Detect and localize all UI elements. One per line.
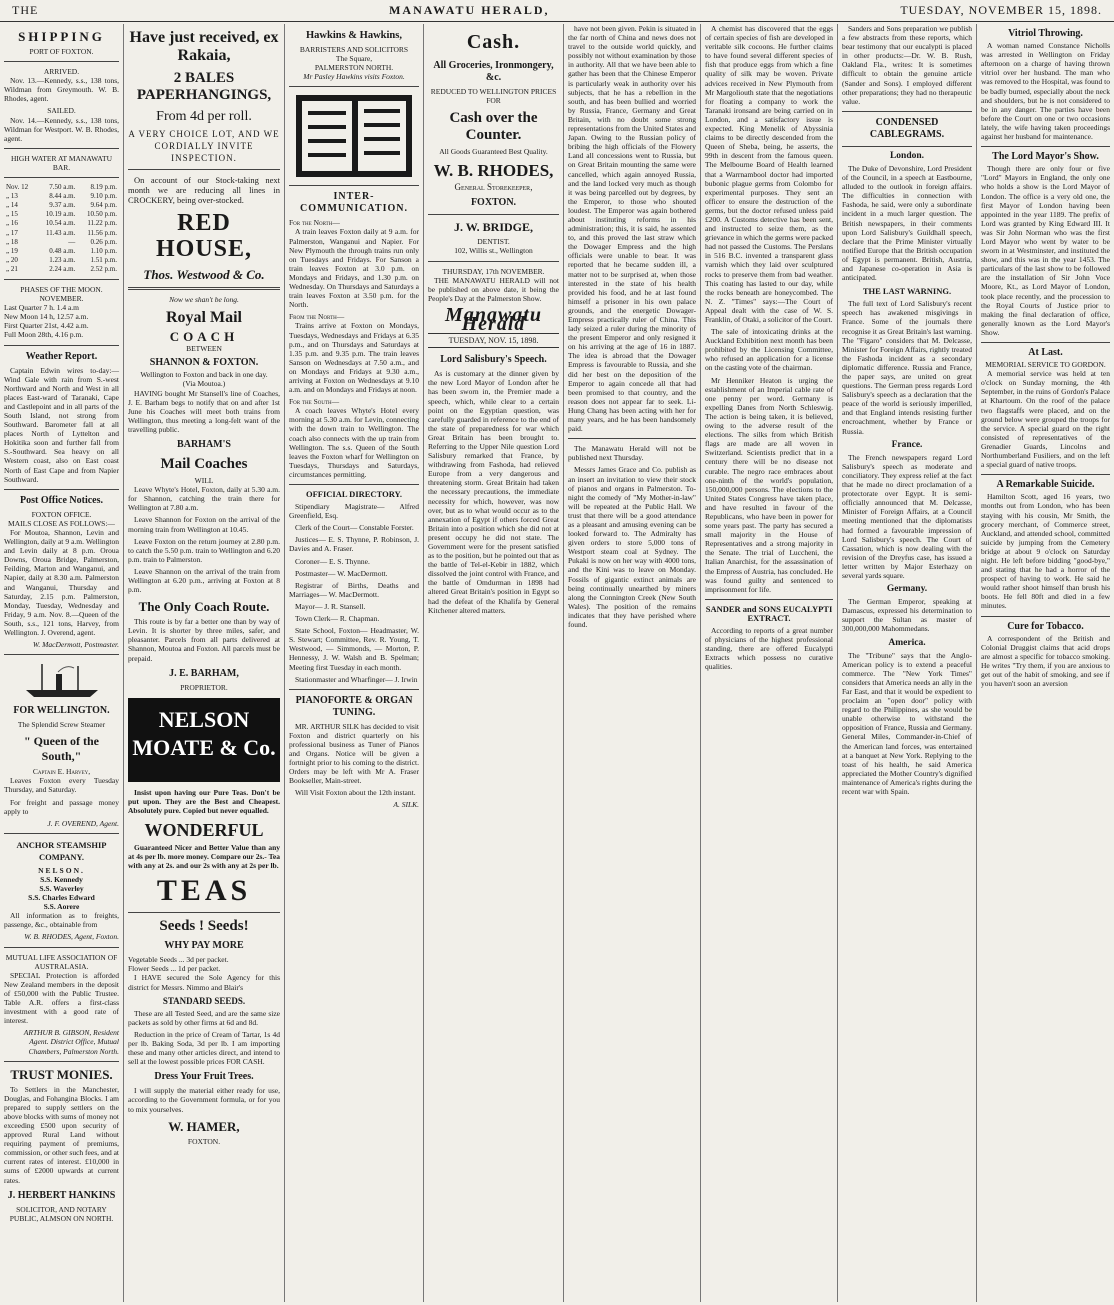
cash-over-counter: Cash over the Counter. — [449, 110, 538, 144]
london-text: The Duke of Devonshire, Lord President of the Council, in a speech at Eastbourne, alluded to the outlook in foreign affairs. The difficulties in connection with Fashoda, he said, were only a subordinate incident in a much larger question. The British newspapers, in their comments upon Lord Salisbury's Guildhall speech, declare that the Prime Minister virtually notified Europe that the British occupation of Egypt is permanent. British, Austria, and Japanese co-operation in Asia is anticipated. — [842, 163, 972, 283]
official-heading: OFFICIAL DIRECTORY. — [305, 489, 403, 499]
anchor-heading: ANCHOR STEAMSHIP COMPANY. — [16, 839, 107, 862]
tide-row — [4, 219, 119, 228]
last-warning-heading: THE LAST WARNING. — [862, 286, 952, 297]
seeds-text: These are all Tested Seed, and are the same size packets as sold by other firms at 6d and 8d. — [128, 1008, 280, 1027]
column-7 — [837, 24, 976, 1302]
directory-entry: Town Clerk— R. Chapman. — [295, 614, 380, 624]
tide-date: „ 14 — [6, 201, 18, 210]
fruit-trees-heading: Dress Your Fruit Trees. — [154, 1071, 254, 1083]
reduced-line: REDUCED TO WELLINGTON PRICES FOR — [430, 87, 557, 106]
news-items-text-2: Mr Henniker Heaton is urging the establishment of an Imperial cable rate of one penny per word. Germany is expelling Danes from North Schleswig. The action is being taken, it is believed, owing to the adverse result of the elections. The silks from which British flags are made are all woven in Switzerland. Scientists predict that in a century there will be no disease not curable. The negro race embraces about one-ninth of the world's population, 150,000,000 persons. The elections to the United States Congress have taken place, and have resulted in favour of the Republicans, who have been in power for some years past. The party has secured a small majority in the House of Representatives and a strong majority in the Senate. The trial of Luccheni, the Italian Anarchist, for the assassination of the Empress of Austria, has concluded. He was found guilty and sentenced to imprisonment for life. — [705, 375, 833, 594]
china-article-text: have not been given. Pekin is situated in the far north of China and news does not travel to the outside world quickly, and possibly not without examination by those in authority. All that we have been able to gather has been that the Chinese Emperor is particularly weak in authority over his subjects, that he has a rebellion in the south, and has been bullied and worried by Russia, France, Germany and Great Britain, with no doubt some strong representations from the United States and Japan. Owing to the Russian policy of bribing the high officials of the Flowery Land all concessions went to Russia, but on Great Britain mounting the same were cancelled, which again annoyed Russia, and the land locked very much as though it was being parcelled out by degrees, by the Emperor, to those who shouted loudest. The Emperor was again bothered about instituting reforms in his administration; this, it is said, he assented to, and this proved the last straw which the Dowager Empress and the high officials were unable to bear. It was reported that he became sudden ill, a matter not to be surprised at, when those interested in the state of his health provided his food, and he at last found himself a prisoner in his own palace grounds, and the energetic Dowager-Empress practically ruler of China. This lady seized a ruler during the minority of the present Emperor and only resigned it on his arriving at the age of 16 in 1887. The idea is abroad that the Dowager Empress is favourable to Russia, and she did her best on the deposition of the Emperor to again concede all that had been promised to that country, and the reason does not appear far to seek. Li-Hung Chang has been acting with her for many years, and he has been handsomely paid. — [568, 24, 696, 434]
herald-notice: The Manawatu Herald will not be published next Thursday. — [568, 444, 696, 463]
anchor-ship: S.S. Waverley — [39, 884, 84, 893]
piano-visit: Will Visit Foxton about the 12th instant. — [295, 788, 416, 798]
from-north-label: From the North— — [289, 312, 345, 322]
sale-drinks-text: The sale of intoxicating drinks at the Auckland Exhibition next month has been prohibited by the Licensing Committee, who refused an application for a license on the casting vote of the chairman. — [705, 327, 833, 373]
local-news-text: Messrs James Grace and Co. publish as an insert an invitation to view their stock of pianos and organs in Palmerston. To-night the comedy of "My Mother-in-law" will be repeated at the Public Hall. We trust that there will be a good attendance as a pleasant and amusing evening can be looked forward to. The Admiralty has given orders to store 5,000 tons of Westport steam coal at Sydney. The Pukaki is now on her way with 4000 tons, and the Kini was to leave on Monday. Fossils of gigantic extinct animals are being continually unearthed by miners along the Connington Creek (New South Wales). The position of the remains indicates that they have perished where found. — [568, 465, 696, 629]
column-4 — [423, 24, 563, 1302]
standard-seeds-heading: STANDARD SEEDS. — [162, 995, 246, 1006]
groceries-line: All Groceries, Ironmongery, &c. — [433, 60, 554, 83]
column-8 — [976, 24, 1114, 1302]
france-text: The French newspapers regard Lord Salisbury's speech as moderate and conciliatory. They express relief at the fact that he made no direct proclamation of a protectorate over Egypt. It is semi-officially announced that M. Delcasse, Minister of Foreign Affairs, at a Council meeting mentioned that the diplomatists had formed a favourable impression of Lord Salisbury's speech. The Court of Cassation, which is now dealing with the revision of the Dreyfus case, has issued a letter written by Major Esterhazy on several yards square. — [842, 452, 972, 580]
hawkins-town: PALMERSTON NORTH. — [314, 63, 394, 73]
only-coach-heading: The Only Coach Route. — [138, 599, 270, 615]
rhodes-name: W. B. RHODES, — [433, 161, 554, 181]
news-items-text: A chemist has discovered that the eggs of certain species of fish are developed in veritable silk cocoons. He further claims to have found several different species of fish that produce eggs from which a fine quality of silk may be woven. Private advices received in New Plymouth from Mr Margoliouth state that the negotiations for floating a company to work the Taranaki ironsand are being carried on in London, and a satisfactory issue is expected. King Menelik of Abyssinia claims to be directly descended from the Queen of Sheba, being, he asserts, the 99th in descent from the famous queen. The Melbourne Board of Health learned that a Warrnambool doctor had imported bubonic plague germs from Colombo for experimental purposes. They sent an officer to ensure the destruction of the germs, but the doctor refused unless paid £200. A Customs detective has been sent, and instructed to seize them, as the grievance in which the germs were packed had not passed the Customs. The Perslans in 516 B.C. invented a transparent glass varnish which they laid over sculptured rocks to preserve them from bad weather. This coating has lasted to our day, while the rocks beneath are honeycombed. The N. Z. "Times" says:—The Court of Appeal dealt with the case of W. S. Franklin, of Otaki, a solicitor of the Court. — [705, 24, 833, 324]
hamer-name: W. HAMER, — [168, 1118, 240, 1134]
america-text: The "Tribune" says that the Anglo-American policy is to extend a peaceful commerce. The "New York Times" considers that America needs an ally in the Far East, and that it would be expedient to proclaim an "open door" policy with regard to the Philippines, as she would be unable otherwise to withstand the opposition of France, Russia and Germany. General Miles, Commander-in-Chief of the American land forces, was entertained at a banquet at New York. Replying to the toast of his health, he said America appreciated the Mother Country's dignified maintenance of America's rights during the recent war with Spain. — [842, 650, 972, 797]
tide-morning: 10.19 a.m. — [45, 210, 76, 219]
column-1 — [0, 24, 123, 1302]
from-north-text: Trains arrive at Foxton on Mondays, Tuesdays, Wednesdays and Fridays at 6.35 p.m., and on Thursdays and Saturdays at 1.35 p.m. and 9.35 p.m. The train leaves Sanson on Wednesdays at 7.50 a.m., and on Mondays and Fridays at 9.30 a.m., arriving at Foxton on Wednesdays at 9.10 a.m. and on Mondays and Fridays at noon. — [289, 321, 419, 395]
post-office: FOXTON OFFICE. — [31, 509, 92, 519]
anchor-ship: S.S. Charles Edward — [28, 893, 95, 903]
hankins-title: SOLICITOR, AND NOTARY PUBLIC, ALMSON ON NORTH. — [9, 1204, 114, 1223]
tide-date: „ 20 — [6, 255, 18, 264]
moon-line: Last Quarter 7 h. 1.4 a.m — [4, 303, 79, 313]
tide-morning: 7.50 a.m. — [49, 183, 76, 192]
masthead-date: TUESDAY, NOVEMBER 15, 1898. — [900, 3, 1102, 17]
directory-entry: Registrar of Births, Deaths and Marriages— W. MacDermott. — [289, 580, 419, 599]
column-5 — [563, 24, 700, 1302]
tide-morning: 0.48 a.m. — [49, 246, 76, 255]
hawkins-square: The Square, — [335, 54, 373, 64]
tide-morning: 9.37 a.m. — [49, 201, 76, 210]
nelson-text: Insist upon having our Pure Teas. Don't be put upon. They are the Best and Cheapest. Absolutely pure. Copied but never equalled. — [128, 787, 280, 815]
coach-via: (Via Moutoa.) — [182, 379, 226, 389]
sanders-text: According to reports of a great number of physicians of the highest professional standing, there are offered Eucalypti Extracts which possess no curative qualities. — [705, 626, 833, 672]
barhams-label: BARHAM'S — [177, 439, 231, 451]
america-heading: America. — [888, 637, 926, 648]
arrived-label: ARRIVED. — [43, 67, 80, 77]
mla-text: SPECIAL Protection is afforded New Zealand members in the deposit of £50,000 with the Public Trustee. Table A.R. offers a first-class investment with a good rate of interest. — [4, 970, 119, 1026]
suicide-text: Hamilton Scott, aged 16 years, two months out from London, who has been staying with his cousin, Mr Smith, the grocery merchant, of Commerce street, Auckland, and attended school, committed suicide by jumping from the Cemetery bridge at about 9 o'clock on Saturday night. He left before bidding "good-bye," and stating that he had a horror of the prospect of having to work. He said he would rather shoot himself than brush his boots. He fell 80ft and died in a few minutes. — [981, 492, 1110, 611]
mail-coaches-heading: Mail Coaches — [160, 456, 248, 473]
tide-evening: 11.56 p.m. — [87, 228, 117, 237]
tailor-ad-illustration — [294, 93, 414, 179]
dateline-date: TUESDAY, NOV. 15, 1898. — [448, 336, 539, 346]
quality-line: All Goods Guaranteed Best Quality. — [439, 147, 548, 157]
north-label: For the North— — [289, 218, 340, 228]
wonderful-heading: WONDERFUL — [144, 820, 264, 840]
directory-entry: Stipendiary Magistrate— Alfred Greenfield, Esq. — [289, 502, 419, 521]
newspaper-nameplate: Manawatu Herald — [445, 303, 542, 336]
mla-agent: ARTHUR B. GIBSON, Resident Agent. District Office, Mutual Chambers, Palmerston North. — [23, 1028, 119, 1056]
tide-evening: 11.22 p.m. — [87, 219, 117, 228]
barham-intro: HAVING bought Mr Stansell's line of Coaches, J. E. Barham begs to notify that on and after 1st June his Coaches will meet both trains from Wellington, thus meeting a long-felt want of the travelling public. — [128, 388, 280, 434]
germany-heading: Germany. — [886, 584, 928, 595]
sole-agency-text: I HAVE secured the Sole Agency for this district for Messrs. Nimmo and Blair's — [128, 973, 280, 992]
piano-signature: A. SILK. — [393, 800, 419, 810]
shipping-heading: SHIPPING — [18, 29, 105, 44]
sailed-text: Nov. 14.—Kennedy, s.s., 138 tons, Wildman for Westport. W. B. Rhodes, agent. — [4, 115, 119, 143]
south-label: For the South— — [289, 397, 340, 407]
directory-entry: Justices— E. S. Thynne, P. Robinson, J. Davies and A. Fraser. — [289, 535, 419, 554]
tide-evening: 2.52 p.m. — [90, 264, 117, 273]
moon-line: New Moon 14 h, 12.57 a.m. — [4, 312, 89, 322]
vegetable-seeds-price: Vegetable Seeds ... 3d per packet. — [128, 955, 229, 965]
price-line: From 4d per roll. — [156, 109, 252, 124]
tide-morning: — — [68, 237, 76, 246]
tide-evening: 1.51 p.m. — [90, 255, 117, 264]
memorial-text: A memorial service was held at ten o'clock on Sunday morning, the 4th September, in the ruins of Gordon's Palace at Khartoum. On the roof of the palace two flagstaffs were placed, and on the ground below were grouped the troops for the service. A special guard on the right consisted of representatives of the Grenadier Guards, Lincolns and Northumberland Fusiliers, and on the left a special guard of native troops. — [981, 369, 1110, 470]
tide-row — [4, 183, 119, 192]
thursday-notice-text: THE MANAWATU HERALD will not be published on above date, it being the People's Day at the Palmerston Show. — [428, 275, 559, 303]
sanders-continued-text: Sanders and Sons preparation we publish a few abstracts from these reports, which bear testimony that our eucalypti is placed in other products:—Dr. W. B. Rush, Oakland Fla., writes: It is sometimes difficult to obtain the genuine article (Sander and Sons). I employed different other preparations; they had no therapeutic value. — [842, 24, 972, 106]
coach-heading: COACH — [169, 329, 239, 345]
tide-date: „ 18 — [6, 237, 18, 246]
tobacco-heading: Cure for Tobacco. — [1007, 620, 1084, 632]
suicide-heading: A Remarkable Suicide. — [996, 479, 1095, 491]
tide-date: „ 17 — [6, 228, 18, 237]
tide-table — [4, 183, 119, 274]
received-heading: Have just received, ex Rakaia, — [129, 29, 279, 64]
bridge-dentist: DENTIST. — [477, 237, 510, 247]
trust-heading: TRUST MONIES. — [10, 1066, 113, 1082]
lord-mayor-heading: The Lord Mayor's Show. — [992, 151, 1099, 163]
rhodes-storekeeper: General Storekeeper, — [454, 182, 533, 193]
south-text: A coach leaves Whyte's Hotel every morning at 5.30 a.m. for Levin, connecting with the down train to Wellington. The coach also connects with the up train from Wellington. The s.s. Queen of the South leaves the Foxton wharf for Wellington on Tuesdays, Thursdays and Saturdays, circumstances permitting. — [289, 406, 419, 479]
bales-heading: 2 BALES PAPERHANGINGS, — [136, 70, 272, 103]
tide-row — [4, 256, 119, 265]
wellington-heading: FOR WELLINGTON. — [13, 705, 110, 717]
tide-row — [4, 238, 119, 247]
tide-row — [4, 265, 119, 274]
weather-heading: Weather Report. — [25, 350, 98, 362]
tide-row — [4, 229, 119, 238]
weather-text: Captain Edwin wires to-day:—Wind Gale with rain from S.-west Northward and North and West in all places East-ward of Taranaki, Cape and Castlepoint and in all parts of the South Island, not strong from Southward. Barometer fall at all places North of Lyttelton and Hokitika soon and further fall from S.-Southward. Sea heavy on all Western coast, also on East coast North of East Cape and from Napier Southward. — [4, 365, 119, 484]
column-6 — [700, 24, 837, 1302]
tide-morning: 8.44 a.m. — [49, 192, 76, 201]
thursday-notice-date: THURSDAY, 17th NOVEMBER. — [442, 266, 545, 276]
nelson-moate-logo: NELSON MOATE & Co. — [128, 698, 280, 782]
anchor-ship: S.S. Aorere — [43, 902, 80, 912]
article-title: Lord Salisbury's Speech. — [440, 354, 547, 366]
masthead-title: MANAWATU HERALD, — [389, 3, 550, 17]
moon-line: First Quarter 21st, 4.42 a.m. — [4, 321, 89, 331]
barham-proprietor: PROPRIETOR. — [180, 682, 228, 692]
tide-date: „ 21 — [6, 264, 18, 273]
piano-heading: PIANOFORTE & ORGAN TUNING. — [295, 694, 413, 718]
mla-heading: MUTUAL LIFE ASSOCIATION OF AUSTRALASIA. — [5, 952, 118, 971]
vitriol-text: A woman named Constance Nicholls was arrested in Wellington on Friday afternoon on a charge of having thrown vitriol over her husband. The man who was removed to the Hospital, was found to be badly burned, especially about the neck and shoulders, but he is not considered to be in any danger. The parties have been before the Court on one or two occasions lately, the wife having taken proceedings against her husband for maintenance. — [981, 41, 1110, 142]
coach-route-text: Wellington to Foxton and back in one day. — [140, 370, 268, 380]
steamer-sailings: Leaves Foxton every Tuesday Thursday, and Saturday. — [4, 776, 119, 795]
column-3 — [284, 24, 423, 1302]
tide-evening: 0.26 p.m. — [90, 237, 117, 246]
directory-entry: Coroner— E. S. Thynne. — [295, 556, 370, 566]
tide-date: „ 16 — [6, 219, 18, 228]
cablegrams-heading: CONDENSED CABLEGRAMS. — [869, 116, 945, 140]
tide-evening: 1.10 p.m. — [90, 246, 117, 255]
moon-heading: PHASES OF THE MOON. — [20, 284, 103, 294]
post-heading: Post Office Notices. — [19, 494, 104, 506]
article-text: As is customary at the dinner given by the new Lord Mayor of London after he has been sworn in, the Premier made a speech, which, while clear to a certain point on the Egyptian question, was carefully guarded in reference to the end of the state of preparedness for war which Great Britain has been brought to. Referring to the Upper Nile question Lord Salisbury remarked that France, by withdrawing from Fashoda, had relieved Europe from a very dangerous and threatening storm. Great Britain had taken the necessary precautions, the immediate necessity for which, however, was now over, but as to what would occur as to the annexation of Egypt if others forced Great Britain into a position which she did not at present occupy he did not state. The Government were for the present satisfied as to the position, but he pointed out that as the battle of Tel-el-Kebir in 1882, which dissolved the joint control with France, and the battle of Omdurman in 1898 had altered Great Britain's position in Egypt so had the defeat of the Khalifa by General Kitchener altered matters. — [428, 369, 559, 615]
schedule-item: Leave Whyte's Hotel, Foxton, daily at 5.30 a.m. for Shannon, catching the train there for Wellington at 7.80 a.m. — [128, 485, 280, 513]
post-mails: MAILS CLOSE AS FOLLOWS:— — [8, 518, 115, 528]
dateline — [428, 333, 559, 348]
why-pay-more: WHY PAY MORE — [164, 940, 244, 952]
schedule-item: Leave Shannon for Foxton on the arrival of the morning train from Wellington at 10.45. — [128, 515, 280, 534]
coach-route: SHANNON & FOXTON. — [149, 357, 259, 369]
tide-evening: 10.50 p.m. — [87, 210, 117, 219]
cream-text: Reduction in the price of Cream of Tartar, 1s 4d per lb. Baking Soda, 3d per lb. I am importing these and many other articles direct, and intend to sell at the lowest possible prices FOR CASH. — [128, 1029, 280, 1067]
hawkins-heading: Hawkins & Hawkins, — [306, 30, 402, 41]
only-coach-text: This route is by far a better one than by way of Levin. It is shorter by three miles, safer, and pleasanter. Parcels from all parts delivered at Shannon, Moutoa and Foxton. All parcels must be prepaid. — [128, 617, 280, 663]
masthead-left: THE — [12, 3, 39, 17]
sailed-label: SAILED. — [47, 106, 76, 116]
trust-text: To Settlers in the Manchester, Douglas, and Fohangina Blocks. I am prepared to supply settlers on the above blocks with sums of money not exceeding £500 upon security of approved Rural Land without requiring payment of premiums, commission, or other such fees, and at current rates of interest. £10,000 in sums of £2000 upwards at current rates. — [4, 1084, 119, 1185]
vitriol-heading: Vitriol Throwing. — [1008, 28, 1083, 39]
flower-seeds-price: Flower Seeds ... 1d per packet. — [128, 964, 221, 974]
bridge-address: 102, Willis st., Wellington — [454, 246, 533, 256]
anchor-ship: S.S. Kennedy — [40, 874, 83, 884]
last-warning-text: The full text of Lord Salisbury's recent speech has awakened misgivings in France. Some of the journals there recognise it as Great Britain's last warning. The "Figaro" considers that M. Delcasse, Minister for Foreign Affairs, rightly treated the Fashoda incident as a secondary diplomatic difference. Russia and France, the paper says, are united on great questions. The German press regards Lord Salisbury's speech as a declaration that the peace of the world is seriously imperilled, and that England intends resisting further encroachment, whether by France or Russia. — [842, 299, 972, 436]
hamer-town: FOXTON. — [187, 1136, 221, 1146]
tide-row — [4, 192, 119, 201]
tide-date: Nov. 12 — [6, 183, 29, 192]
hawkins-visits: Mr Pasley Hawkins visits Foxton. — [303, 72, 405, 82]
france-heading: France. — [891, 439, 923, 450]
at-last-heading: At Last. — [1028, 347, 1063, 358]
freight-text: For freight and passage money apply to — [4, 797, 119, 816]
column-2 — [123, 24, 284, 1302]
moon-line: Full Moon 28th, 4.16 p.m. — [4, 330, 84, 340]
post-text: For Moutoa, Shannon, Levin and Wellington, daily at 9 a.m. Wellington and Levin daily at 8 p.m. Oroua Downs, Oroua Bridge, Palmerston, Feilding, Marton and Wanganui, and Napier, daily at 8.30 a.m. Palmerston and Wanganui, Thursday and Saturday, 2.15 p.m. Palmerston, Monday, Tuesday, Wednesday and Friday, 9 a.m. Nov. 8.—Queen of the South, s.s., 121 tons, Harvey, from Wellington. J. Overend, agent. — [4, 527, 119, 637]
tide-row — [4, 201, 119, 210]
hankins-name: J. HERBERT HANKINS — [7, 1189, 116, 1201]
tide-evening: 8.19 p.m. — [90, 183, 117, 192]
sanders-heading: SANDER and SONS EUCALYPTI EXTRACT. — [705, 603, 833, 623]
tide-evening: 9.64 p.m. — [90, 201, 117, 210]
north-text: A train leaves Foxton daily at 9 a.m. for Palmerston, Wanganui and Napier. For New Plymouth the through trains run only on Tuesdays and Fridays. For Sanson a train leaves Foxton at 3.0 p.m. on Mondays and Fridays, and 1.30 p.m. on Wednesday. On Thursdays and Saturdays a train leaves Foxton at 3.50 p.m. for the North. — [289, 227, 419, 310]
seeds-heading: Seeds ! Seeds! — [159, 918, 249, 935]
directory-entry: Mayor— J. R. Stansell. — [295, 601, 366, 611]
tide-morning: 1.23 a.m. — [49, 255, 76, 264]
port-label: PORT OF FOXTON. — [29, 47, 94, 56]
royal-mail-heading: Royal Mail — [166, 309, 242, 327]
arrived-text: Nov. 13.—Kennedy, s.s., 138 tons, Wildman from Greymouth. W. B. Rhodes, agent. — [4, 76, 119, 104]
coach-tagline: Now we shan't be long. — [169, 295, 239, 304]
between-label: BETWEEN — [186, 344, 222, 354]
steamer-intro: The Splendid Screw Steamer — [17, 720, 106, 730]
directory-entry: Stationmaster and Wharfinger— J. Irwin — [295, 674, 418, 684]
piano-text: MR. ARTHUR SILK has decided to visit Foxton and district quarterly on his professional business as Tuner of Pianos and Organs. Notice will be given a fortnight prior to his coming to the district. Orders may be left with Mr A. Fraser Bookseller, Main-street. — [289, 721, 419, 786]
tide-date: „ 13 — [6, 192, 18, 201]
wonderful-text: Guaranteed Nicer and Better Value than any at 4s per lb. more money. Compare our 2s.- Tea with any at 2s. and our 2s with any at 2s per lb. — [128, 843, 280, 871]
lord-mayor-text: Though there are only four or five "Lord" Mayors in England, the only one who holds a show is the Lord Mayor of London. The office is a very old one, the first Mayor of London having been appointed in the year 1189. The prefix of Lord was granted by King Edward III. It was Sir John Norman who was the first Lord Mayor who went by water to be sworn in at Westminster, and instituted the show, and this was in the year 1453. The particulars of the last show to be followed are the installation of Sir John Voce Moore, Kt., as Lord Mayor of London, took place recently, and the procession to the Royal Courts of Justice prior to making the final declaration of office, generally known as the Lord Mayor's Show. — [981, 164, 1110, 337]
anchor-agent: W. B. RHODES, Agent, Foxton. — [24, 932, 119, 942]
schedule-item: Leave Foxton on the return journey at 2.80 p.m. to catch the 5.50 p.m. train to Wellington and 6.20 p.m. train to Palmerston. — [128, 536, 280, 564]
fruit-trees-text: I will supply the material either ready for use, according to the Government formula, or for you to mix yourselves. — [128, 1086, 280, 1114]
tide-date: „ 19 — [6, 246, 18, 255]
post-signature: W. MacDermott, Postmaster. — [32, 640, 119, 650]
anchor-port: NELSON. — [38, 865, 85, 875]
barham-name: J. E. BARHAM, — [169, 667, 239, 679]
inspection-line: A VERY CHOICE LOT, AND WE CORDIALLY INVITE INSPECTION. — [128, 129, 280, 163]
rhodes-town: FOXTON. — [470, 197, 517, 209]
london-heading: London. — [889, 150, 925, 161]
page-masthead — [0, 0, 1114, 22]
schedule-item: Leave Shannon on the arrival of the train from Wellington at 6.20 p.m., arriving at Foxton at 8 p.m. — [128, 566, 280, 595]
teas-heading: TEAS — [156, 874, 252, 908]
steamer-name: " Queen of the South," — [24, 734, 99, 764]
steamer-agent: J. F. OVEREND, Agent. — [47, 818, 119, 828]
memorial-heading: MEMORIAL SERVICE TO GORDON. — [985, 360, 1106, 370]
tide-morning: 10.54 a.m. — [45, 219, 76, 228]
cash-heading: Cash. — [466, 31, 521, 53]
directory-entry: Postmaster— W. MacDermott. — [295, 568, 388, 578]
steamer-captain: Captain E. Harvey, — [32, 767, 91, 777]
tide-heading: HIGH WATER AT MANAWATU BAR. — [11, 153, 112, 172]
tide-row — [4, 210, 119, 219]
directory-entry: Clerk of the Court— Constable Forster. — [295, 523, 414, 533]
westwood-name: Thos. Westwood & Co. — [143, 267, 265, 282]
directory-entry: State School, Foxton— Headmaster, W. S. Stewart; Committee, Rev. R. Young, T. Westwood, — Simmonds, — Morton, P. Hennessy, J. W. Walsh and B. Spelman; Meeting first Tuesday in each month. — [289, 626, 419, 672]
tide-morning: 11.43 a.m. — [45, 228, 76, 237]
tide-date: „ 15 — [6, 210, 18, 219]
tide-row — [4, 247, 119, 256]
tobacco-text: A correspondent of the British and Colonial Druggist claims that acid drops are almost a specific for tobacco smoking. He writes "Try them, if you are anxious to get out of the habit of smoking, and see if you haven't soon an aversion — [981, 633, 1110, 689]
hawkins-profession: BARRISTERS AND SOLICITORS — [299, 45, 409, 54]
will-label: WILL — [194, 476, 214, 486]
moon-month: NOVEMBER. — [39, 294, 84, 304]
bridge-name: J. W. BRIDGE, — [453, 220, 534, 235]
anchor-info: All information as to freights, passenge, &c., obtainable from — [4, 911, 119, 930]
stocktaking-text: On account of our Stock-taking next month we are reducing all lines in CROCKERY, being over-stocked. — [128, 175, 280, 205]
germany-text: The German Emperor, speaking at Damascus, expressed his determination to support the Sultan as master of 300,000,000 Mahommedans. — [842, 597, 972, 634]
tide-morning: 2.24 a.m. — [49, 264, 76, 273]
red-house-title: RED HOUSE, — [155, 210, 253, 262]
inter-comm-heading: INTER-COMMUNICATION. — [300, 191, 408, 215]
steamer-illustration — [22, 660, 102, 700]
tide-evening: 9.10 p.m. — [90, 192, 117, 201]
